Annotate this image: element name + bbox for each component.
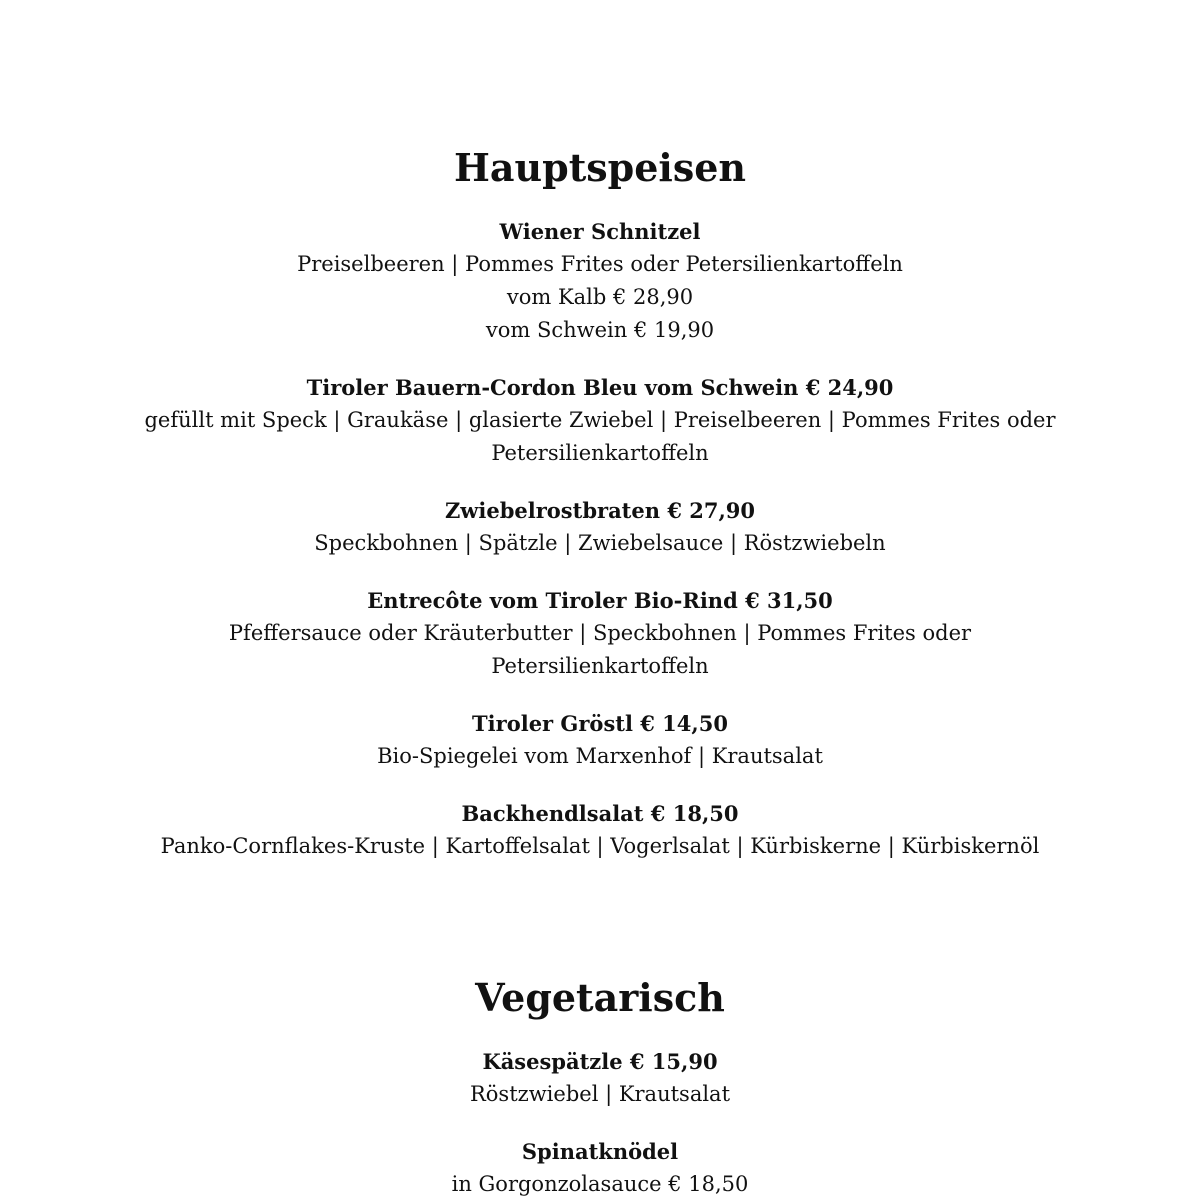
dish-description: Röstzwiebel | Krautsalat [469, 1082, 731, 1106]
menu-item [0, 584, 1200, 683]
dish-title: Käsespätzle € 15,90 [482, 1049, 718, 1074]
dish-description: gefüllt mit Speck | Graukäse | glasierte Zwiebel | Preiselbeeren | Pommes Frites oder [144, 408, 1056, 432]
dish-price-option: vom Schwein € 19,90 [485, 318, 715, 342]
menu-item [0, 707, 1200, 773]
dish-description: Petersilienkartoffeln [491, 441, 709, 465]
section-title: Hauptspeisen [453, 145, 747, 190]
dish-title: Zwiebelrostbraten € 27,90 [444, 498, 756, 523]
dish-description: Pfeffersauce oder Kräuterbutter | Speckbohnen | Pommes Frites oder [228, 621, 972, 645]
menu-item [0, 1045, 1200, 1111]
dish-description: Petersilienkartoffeln [491, 654, 709, 678]
dish-title: Backhendlsalat € 18,50 [461, 801, 739, 826]
dish-title: Entrecôte vom Tiroler Bio-Rind € 31,50 [367, 588, 833, 613]
menu-item [0, 494, 1200, 560]
dish-description: Speckbohnen | Spätzle | Zwiebelsauce | Röstzwiebeln [314, 531, 886, 555]
dish-title: Wiener Schnitzel [499, 219, 701, 244]
menu-item [0, 1135, 1200, 1201]
menu-item [0, 215, 1200, 347]
menu-item [0, 371, 1200, 470]
dish-title: Tiroler Gröstl € 14,50 [472, 711, 728, 736]
section-hauptspeisen [0, 145, 1200, 863]
dish-title: Spinatknödel [521, 1139, 679, 1164]
section-title: Vegetarisch [475, 975, 725, 1020]
menu-item [0, 797, 1200, 863]
dish-description: Preiselbeeren | Pommes Frites oder Petersilienkartoffeln [297, 252, 903, 276]
dish-title: Tiroler Bauern-Cordon Bleu vom Schwein € 24,90 [306, 375, 894, 400]
dish-description: in Gorgonzolasauce € 18,50 [451, 1172, 749, 1196]
section-vegetarisch [0, 975, 1200, 1201]
dish-price-option: vom Kalb € 28,90 [506, 285, 694, 309]
dish-description: Panko-Cornflakes-Kruste | Kartoffelsalat | Vogerlsalat | Kürbiskerne | Kürbiskernöl [160, 834, 1040, 858]
dish-description: Bio-Spiegelei vom Marxenhof | Krautsalat [377, 744, 823, 768]
